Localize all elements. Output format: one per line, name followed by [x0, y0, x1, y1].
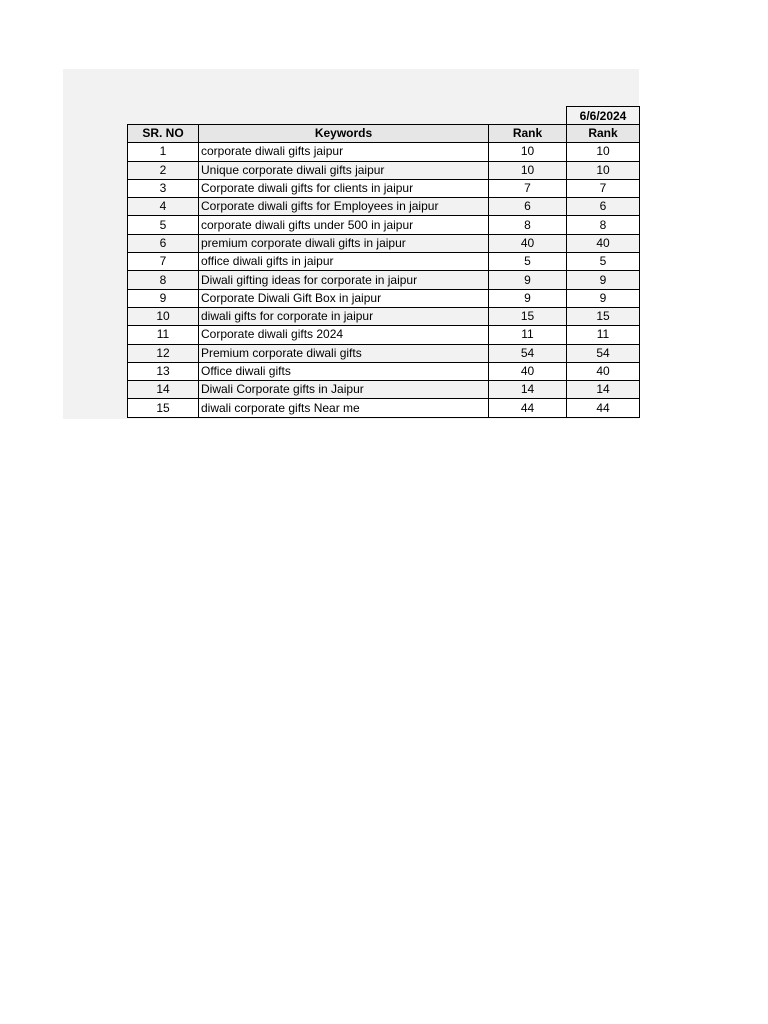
table-row — [128, 326, 640, 344]
cell-rank: 5 — [489, 253, 567, 271]
cell-sr-no: 3 — [128, 179, 199, 197]
cell-rank-date: 9 — [567, 289, 640, 307]
cell-rank: 14 — [489, 381, 567, 399]
cell-rank: 9 — [489, 289, 567, 307]
cell-rank-date: 40 — [567, 234, 640, 252]
cell-keyword: Corporate diwali gifts for Employees in jaipur — [199, 198, 489, 216]
cell-rank-date: 10 — [567, 143, 640, 161]
cell-keyword: Diwali gifting ideas for corporate in jaipur — [199, 271, 489, 289]
cell-keyword: corporate diwali gifts jaipur — [199, 143, 489, 161]
cell-rank-date: 7 — [567, 179, 640, 197]
table-row — [128, 399, 640, 417]
cell-rank: 54 — [489, 344, 567, 362]
cell-keyword: corporate diwali gifts under 500 in jaipur — [199, 216, 489, 234]
cell-rank-date: 40 — [567, 362, 640, 380]
table-row — [128, 289, 640, 307]
cell-sr-no: 14 — [128, 381, 199, 399]
cell-rank: 7 — [489, 179, 567, 197]
table-row — [128, 179, 640, 197]
cell-sr-no: 1 — [128, 143, 199, 161]
cell-keyword: Corporate Diwali Gift Box in jaipur — [199, 289, 489, 307]
cell-sr-no: 10 — [128, 307, 199, 325]
cell-sr-no: 13 — [128, 362, 199, 380]
cell-rank-date: 14 — [567, 381, 640, 399]
cell-rank: 10 — [489, 143, 567, 161]
cell-sr-no: 7 — [128, 253, 199, 271]
cell-rank: 10 — [489, 161, 567, 179]
cell-rank: 44 — [489, 399, 567, 417]
table-row — [128, 381, 640, 399]
table-row — [128, 234, 640, 252]
cell-keyword: Premium corporate diwali gifts — [199, 344, 489, 362]
cell-keyword: Corporate diwali gifts 2024 — [199, 326, 489, 344]
cell-rank: 40 — [489, 234, 567, 252]
table-row — [128, 216, 640, 234]
table-row — [128, 344, 640, 362]
table-row — [128, 307, 640, 325]
cell-keyword: Office diwali gifts — [199, 362, 489, 380]
table-row — [128, 161, 640, 179]
cell-sr-no: 5 — [128, 216, 199, 234]
header-row — [128, 125, 640, 143]
table-body — [128, 143, 640, 417]
cell-sr-no: 4 — [128, 198, 199, 216]
cell-keyword: Diwali Corporate gifts in Jaipur — [199, 381, 489, 399]
table-row — [128, 271, 640, 289]
header-sr-no: SR. NO — [128, 125, 199, 143]
cell-rank-date: 6 — [567, 198, 640, 216]
cell-keyword: office diwali gifts in jaipur — [199, 253, 489, 271]
cell-rank: 9 — [489, 271, 567, 289]
cell-keyword: premium corporate diwali gifts in jaipur — [199, 234, 489, 252]
cell-sr-no: 15 — [128, 399, 199, 417]
cell-sr-no: 2 — [128, 161, 199, 179]
date-header-cell: 6/6/2024 — [566, 106, 640, 125]
cell-sr-no: 11 — [128, 326, 199, 344]
header-rank: Rank — [489, 125, 567, 143]
cell-rank-date: 10 — [567, 161, 640, 179]
cell-rank-date: 44 — [567, 399, 640, 417]
cell-sr-no: 8 — [128, 271, 199, 289]
cell-rank-date: 5 — [567, 253, 640, 271]
cell-rank-date: 15 — [567, 307, 640, 325]
keyword-rank-table — [127, 124, 640, 418]
cell-sr-no: 9 — [128, 289, 199, 307]
header-keywords: Keywords — [199, 125, 489, 143]
cell-rank-date: 54 — [567, 344, 640, 362]
cell-rank: 40 — [489, 362, 567, 380]
table-row — [128, 362, 640, 380]
cell-rank-date: 9 — [567, 271, 640, 289]
cell-keyword: Unique corporate diwali gifts jaipur — [199, 161, 489, 179]
table-row — [128, 253, 640, 271]
cell-rank: 11 — [489, 326, 567, 344]
cell-rank-date: 8 — [567, 216, 640, 234]
cell-rank: 8 — [489, 216, 567, 234]
cell-sr-no: 12 — [128, 344, 199, 362]
header-rank-date: Rank — [567, 125, 640, 143]
table-row — [128, 143, 640, 161]
table-row — [128, 198, 640, 216]
cell-keyword: Corporate diwali gifts for clients in jaipur — [199, 179, 489, 197]
cell-rank: 6 — [489, 198, 567, 216]
cell-keyword: diwali corporate gifts Near me — [199, 399, 489, 417]
cell-rank-date: 11 — [567, 326, 640, 344]
cell-sr-no: 6 — [128, 234, 199, 252]
cell-rank: 15 — [489, 307, 567, 325]
cell-keyword: diwali gifts for corporate in jaipur — [199, 307, 489, 325]
